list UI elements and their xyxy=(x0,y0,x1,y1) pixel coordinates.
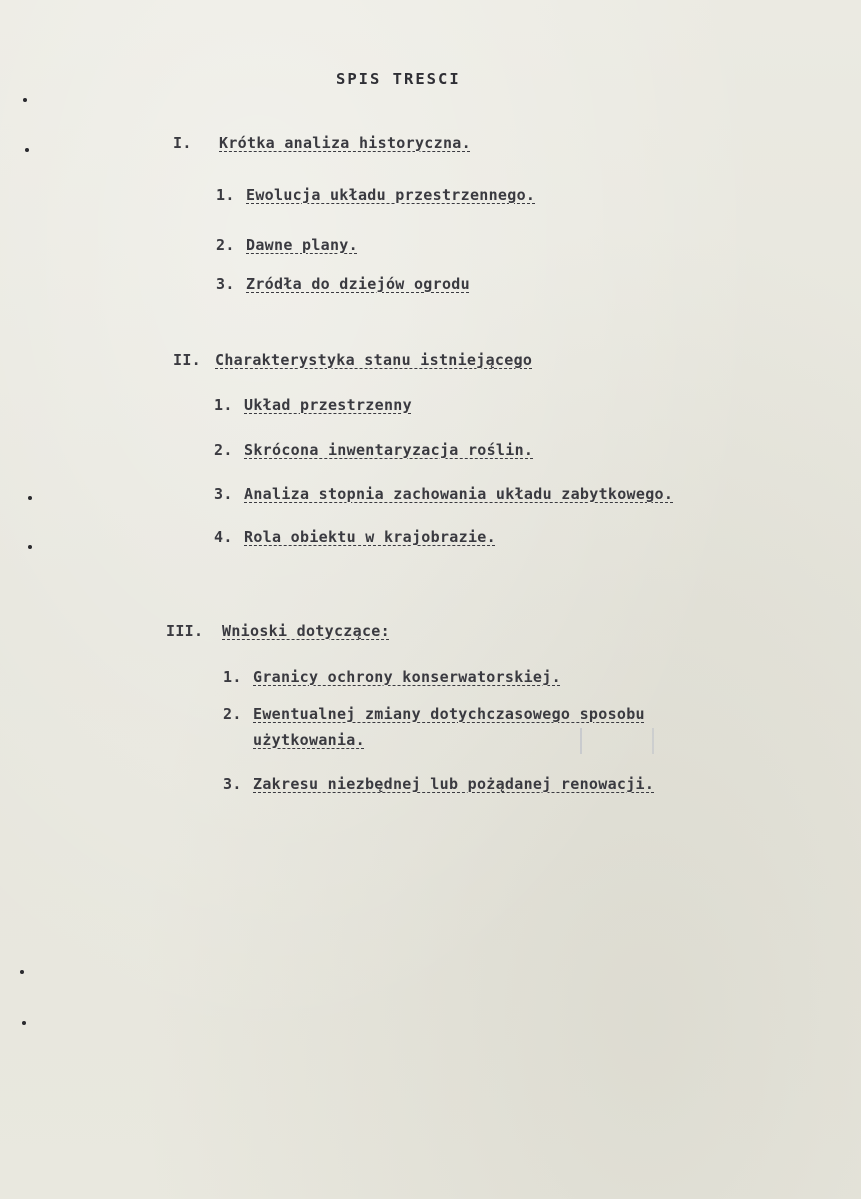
item-text: Rola obiektu w krajobrazie. xyxy=(244,528,496,546)
toc-item xyxy=(214,441,533,459)
margin-mark xyxy=(23,98,27,102)
section-heading-1 xyxy=(173,134,471,152)
page-title: SPIS TRESCI xyxy=(336,70,461,88)
section-heading-3 xyxy=(166,622,390,640)
item-number: 4. xyxy=(214,528,233,546)
margin-mark xyxy=(20,970,24,974)
item-text: Ewolucja układu przestrzennego. xyxy=(246,186,536,204)
toc-item xyxy=(214,528,496,546)
item-text: Analiza stopnia zachowania układu zabytkowego. xyxy=(244,485,674,503)
toc-item xyxy=(223,668,561,686)
toc-item xyxy=(216,186,535,204)
item-number: 2. xyxy=(216,236,235,254)
item-text: Układ przestrzenny xyxy=(244,396,412,414)
toc-item xyxy=(214,485,673,503)
section-heading-2 xyxy=(173,351,532,369)
margin-mark xyxy=(25,148,29,152)
item-text: Granicy ochrony konserwatorskiej. xyxy=(253,668,561,686)
item-number: 1. xyxy=(214,396,233,414)
toc-item xyxy=(214,396,412,414)
toc-item-continuation xyxy=(253,731,365,749)
toc-item xyxy=(223,705,645,723)
margin-mark xyxy=(28,545,32,549)
item-text: Zakresu niezbędnej lub pożądanej renowacji. xyxy=(253,775,655,793)
item-number: 3. xyxy=(223,775,242,793)
section-numeral: II. xyxy=(173,351,201,369)
item-text: Skrócona inwentaryzacja roślin. xyxy=(244,441,534,459)
toc-item xyxy=(216,275,470,293)
item-text-continuation: użytkowania. xyxy=(253,731,365,749)
section-numeral: III. xyxy=(166,622,204,640)
item-text: Dawne plany. xyxy=(246,236,358,254)
item-number: 1. xyxy=(216,186,235,204)
section-numeral: I. xyxy=(173,134,192,152)
item-number: 3. xyxy=(216,275,235,293)
item-text: Ewentualnej zmiany dotychczasowego sposobu xyxy=(253,705,645,723)
item-number: 3. xyxy=(214,485,233,503)
item-number: 2. xyxy=(223,705,242,723)
toc-item xyxy=(223,775,654,793)
section-title: Wnioski dotyczące: xyxy=(222,622,390,640)
item-text: Zródła do dziejów ogrodu xyxy=(246,275,470,293)
faint-stamp xyxy=(580,728,654,754)
margin-mark xyxy=(22,1021,26,1025)
section-title: Krótka analiza historyczna. xyxy=(219,134,471,152)
margin-mark xyxy=(28,496,32,500)
item-number: 2. xyxy=(214,441,233,459)
toc-item xyxy=(216,236,358,254)
section-title: Charakterystyka stanu istniejącego xyxy=(215,351,533,369)
item-number: 1. xyxy=(223,668,242,686)
